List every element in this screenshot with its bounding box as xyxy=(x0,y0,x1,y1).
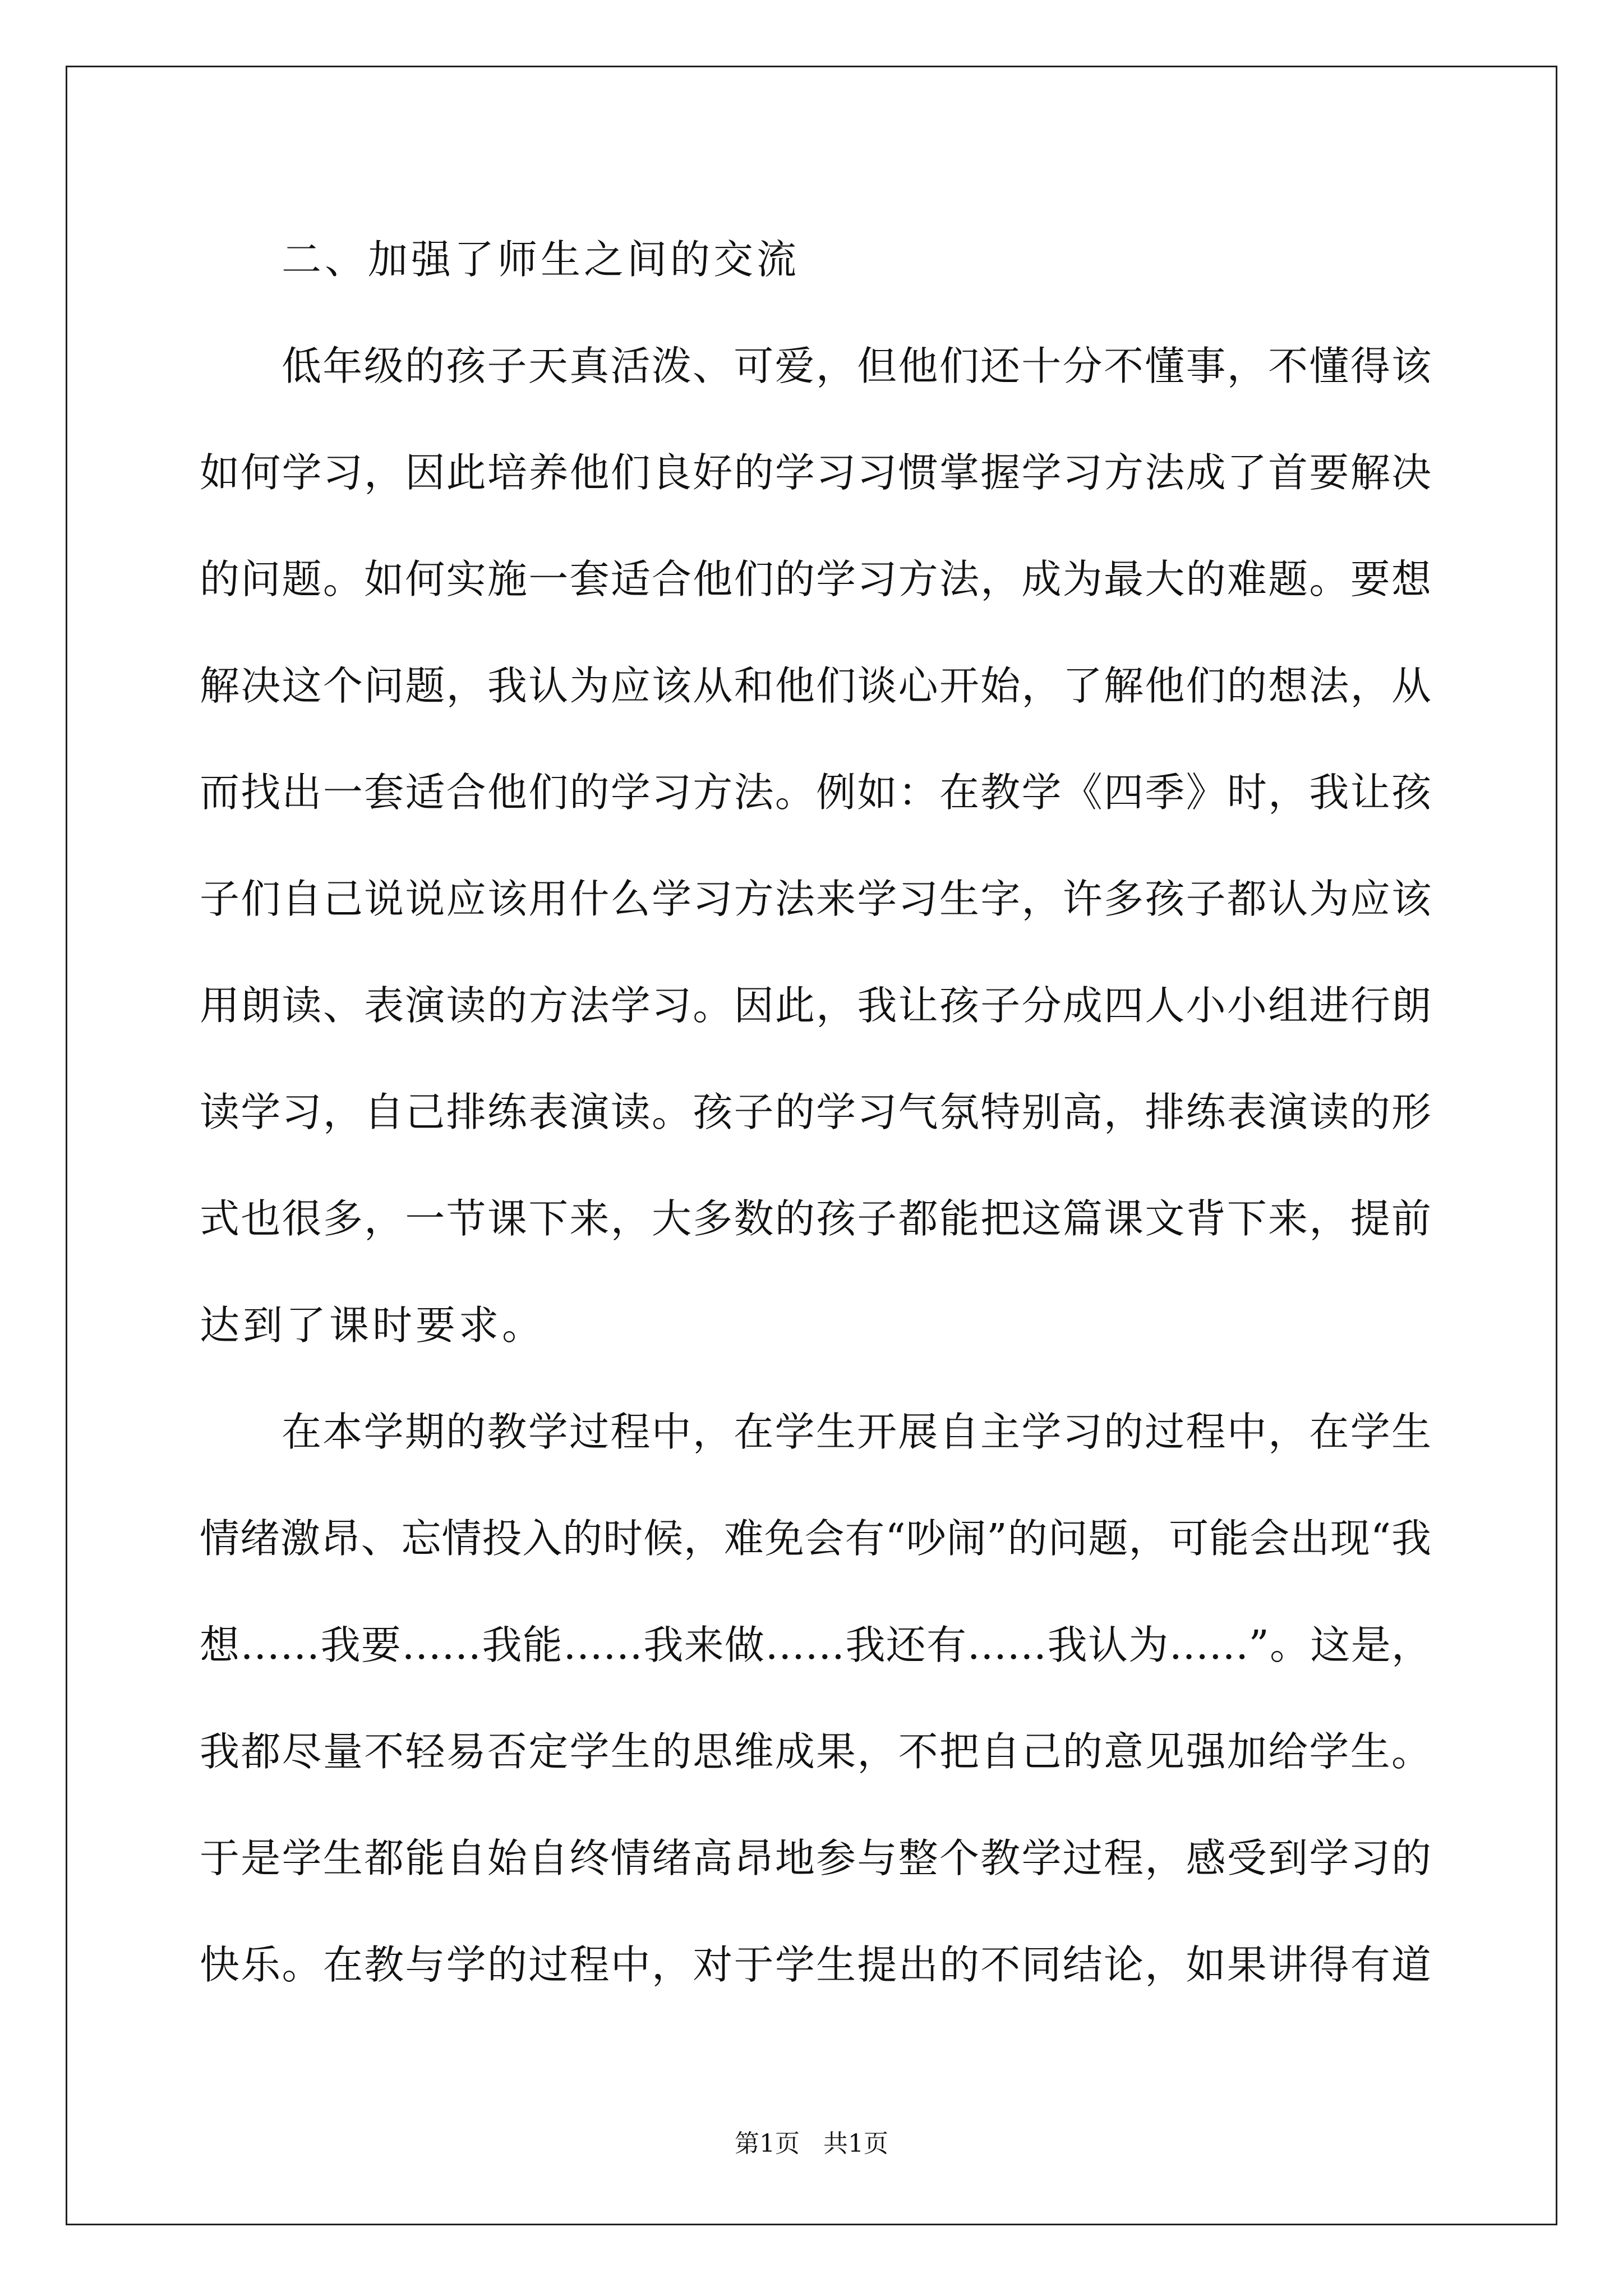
paragraph-line: 在本学期的教学过程中，在学生开展自主学习的过程中，在学生 xyxy=(282,1409,1431,1455)
paragraph-1 xyxy=(200,313,1431,1379)
document-body xyxy=(200,206,1431,2018)
paragraph-line: 式也很多，一节课下来，大多数的孩子都能把这篇课文背下来，提前 xyxy=(200,1195,1431,1242)
paragraph-line: 用朗读、表演读的方法学习。因此，我让孩子分成四人小小组进行朗 xyxy=(200,982,1431,1029)
paragraph-line: 我都尽量不轻易否定学生的思维成果，不把自己的意见强加给学生。 xyxy=(200,1728,1431,1775)
paragraph-line: 达到了课时要求。 xyxy=(200,1302,546,1349)
paragraph-line: 读学习，自己排练表演读。孩子的学习气氛特别高，排练表演读的形 xyxy=(200,1089,1431,1135)
paragraph-line: 而找出一套适合他们的学习方法。例如：在教学《四季》时，我让孩 xyxy=(200,769,1431,816)
paragraph-line: 解决这个问题，我认为应该从和他们谈心开始，了解他们的想法，从 xyxy=(200,662,1431,709)
paragraph-line: 如何学习，因此培养他们良好的学习习惯掌握学习方法成了首要解决 xyxy=(200,449,1431,496)
paragraph-2 xyxy=(200,1379,1431,2018)
section-heading: 二、加强了师生之间的交流 xyxy=(282,236,800,283)
page-number-footer: 第1页 共1页 xyxy=(735,2129,888,2158)
paragraph-line: 情绪激昂、忘情投入的时候，难免会有“吵闹”的问题，可能会出现“我 xyxy=(200,1515,1431,1562)
paragraph-line: 快乐。在教与学的过程中，对于学生提出的不同结论，如果讲得有道 xyxy=(200,1941,1431,1988)
paragraph-line: 低年级的孩子天真活泼、可爱，但他们还十分不懂事，不懂得该 xyxy=(282,343,1431,389)
paragraph-line: 子们自己说说应该用什么学习方法来学习生字，许多孩子都认为应该 xyxy=(200,876,1431,922)
paragraph-line: 于是学生都能自始自终情绪高昂地参与整个教学过程，感受到学习的 xyxy=(200,1835,1431,1881)
paragraph-line: 想……我要……我能……我来做……我还有……我认为……”。这是， xyxy=(200,1622,1431,1668)
paragraph-line: 的问题。如何实施一套适合他们的学习方法，成为最大的难题。要想 xyxy=(200,556,1431,602)
